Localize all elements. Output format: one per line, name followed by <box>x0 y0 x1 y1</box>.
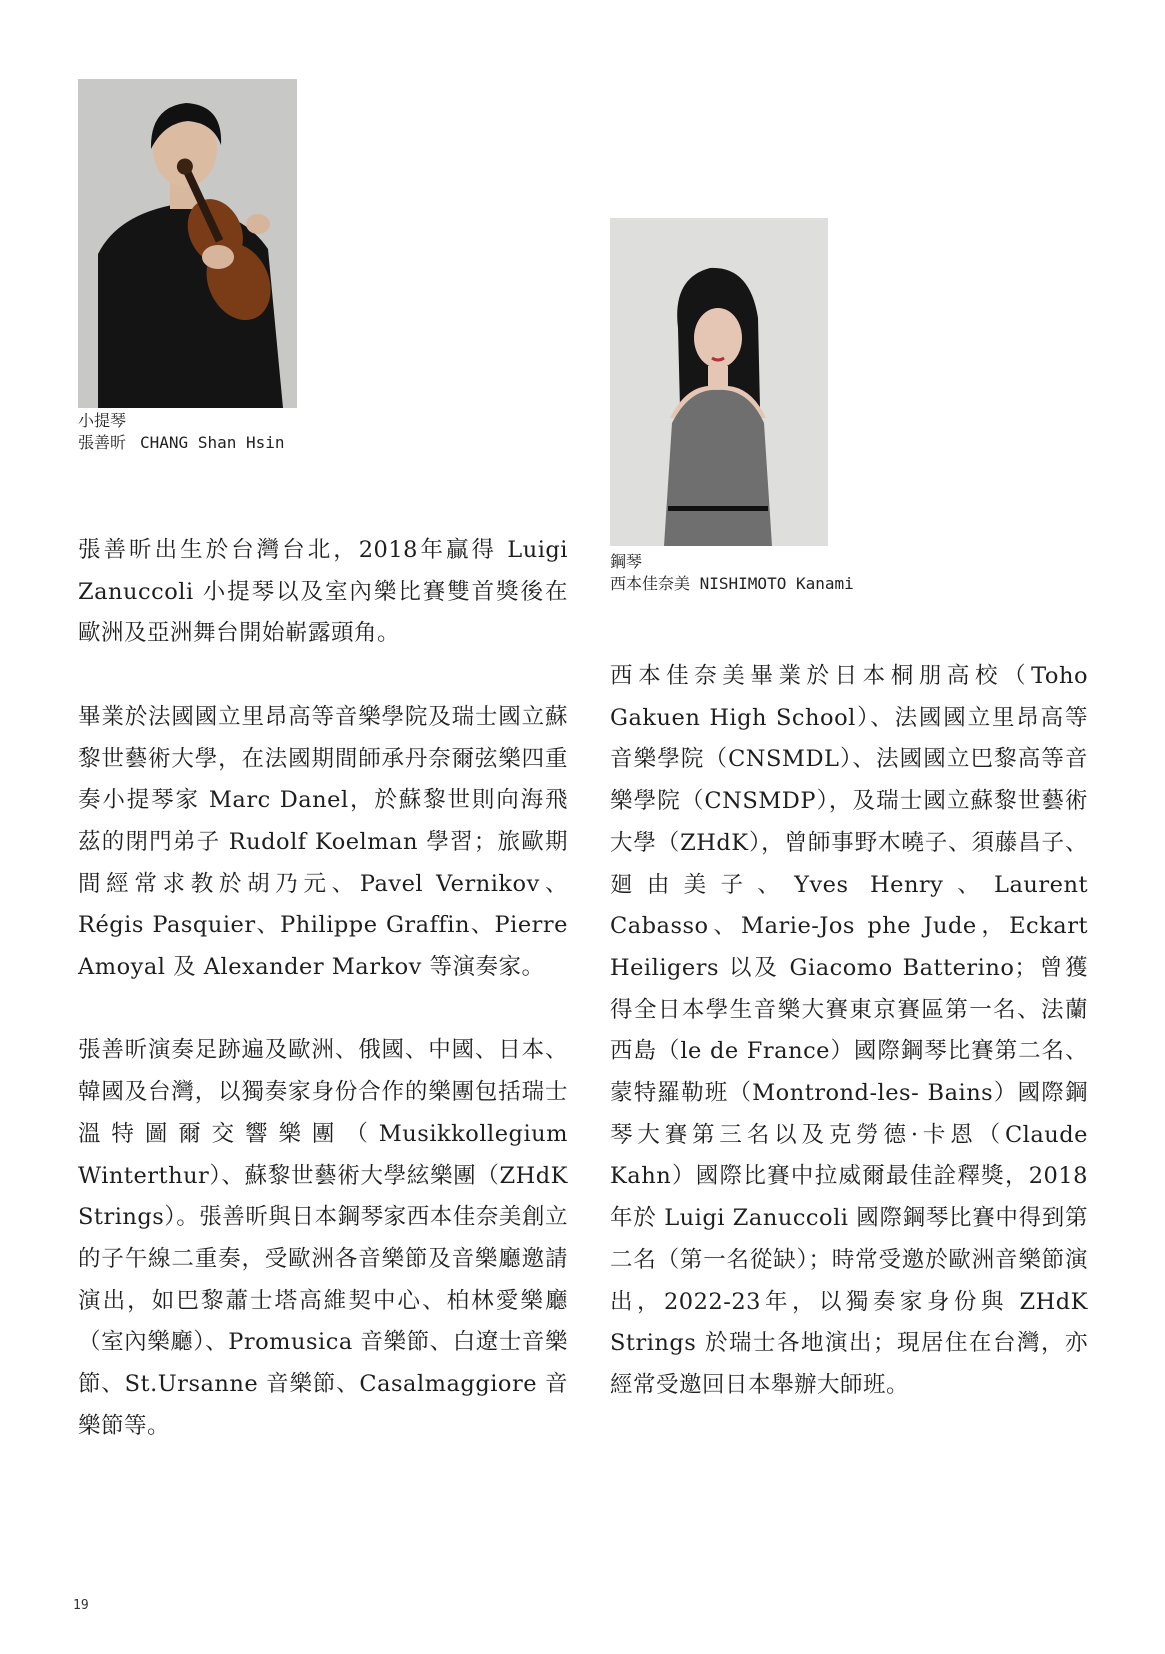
violinist-caption <box>78 410 285 454</box>
pianist-instrument: 鋼琴 <box>610 552 643 571</box>
violinist-bio-paragraph: 張善昕演奏足跡遍及歐洲、俄國、中國、日本、韓國及台灣，以獨奏家身份合作的樂團包括瑞士溫特圖爾交響樂團（Musikkollegium Winterthur）、蘇黎世藝術大學絃樂團（ZHdK Strings）。張善昕與日本鋼琴家西本佳奈美創立的子午線二重奏，受歐洲各音樂節及音樂廳邀請演出，如巴黎蕭士塔高維契中心、柏林愛樂廳（室內樂廳）、Promusica 音樂節、白遼士音樂節、St.Ursanne 音樂節、Casalmaggiore 音樂節等。 <box>78 1037 568 1439</box>
pianist-photo <box>610 218 828 546</box>
violinist-name-zh: 張善昕 <box>78 433 127 452</box>
pianist-biography <box>610 656 1088 1407</box>
pianist-caption <box>610 551 854 595</box>
page-number: 19 <box>73 1598 89 1613</box>
violinist-biography <box>78 530 568 1447</box>
violinist-photo <box>78 79 297 408</box>
violinist-bio-paragraph: 張善昕出生於台灣台北，2018年贏得 Luigi Zanuccoli 小提琴以及室內樂比賽雙首獎後在歐洲及亞洲舞台開始嶄露頭角。 <box>78 537 568 647</box>
pianist-name: 西本佳奈美 NISHIMOTO Kanami <box>610 574 854 593</box>
violinist-name-en: CHANG Shan Hsin <box>140 433 285 452</box>
pianist-bio-paragraph: 西本佳奈美畢業於日本桐朋高校（Toho Gakuen High School）、法國國立里昂高等音樂學院（CNSMDL）、法國國立巴黎高等音樂學院（CNSMDP），及瑞士國立蘇黎世藝術大學（ZHdK），曾師事野木曉子、須藤昌子、廻由美子、Yves Henry、Laurent Cabasso、Marie-Jos phe Jude，Eckart Heiligers 以及 Giacomo Batterino；曾獲得全日本學生音樂大賽東京賽區第一名、法蘭西島（le de France）國際鋼琴比賽第二名、蒙特羅勒班（Montrond-les- Bains）國際鋼琴大賽第三名以及克勞德·卡恩（Claude Kahn）國際比賽中拉威爾最佳詮釋獎，2018年於 Luigi Zanuccoli 國際鋼琴比賽中得到第二名（第一名從缺）；時常受邀於歐洲音樂節演出，2022-23年，以獨奏家身份與 ZHdK Strings 於瑞士各地演出；現居住在台灣，亦經常受邀回日本舉辦大師班。 <box>610 663 1088 1398</box>
violinist-instrument: 小提琴 <box>78 411 127 430</box>
violinist-name <box>78 432 285 454</box>
violinist-bio-paragraph: 畢業於法國國立里昂高等音樂學院及瑞士國立蘇黎世藝術大學，在法國期間師承丹奈爾弦樂四重奏小提琴家 Marc Danel，於蘇黎世則向海飛茲的閉門弟子 Rudolf Koelman 學習；旅歐期間經常求教於胡乃元、Pavel Vernikov、Régis Pasquier、Philippe Graffin、Pierre Amoyal 及 Alexander Markov 等演奏家。 <box>78 703 568 981</box>
